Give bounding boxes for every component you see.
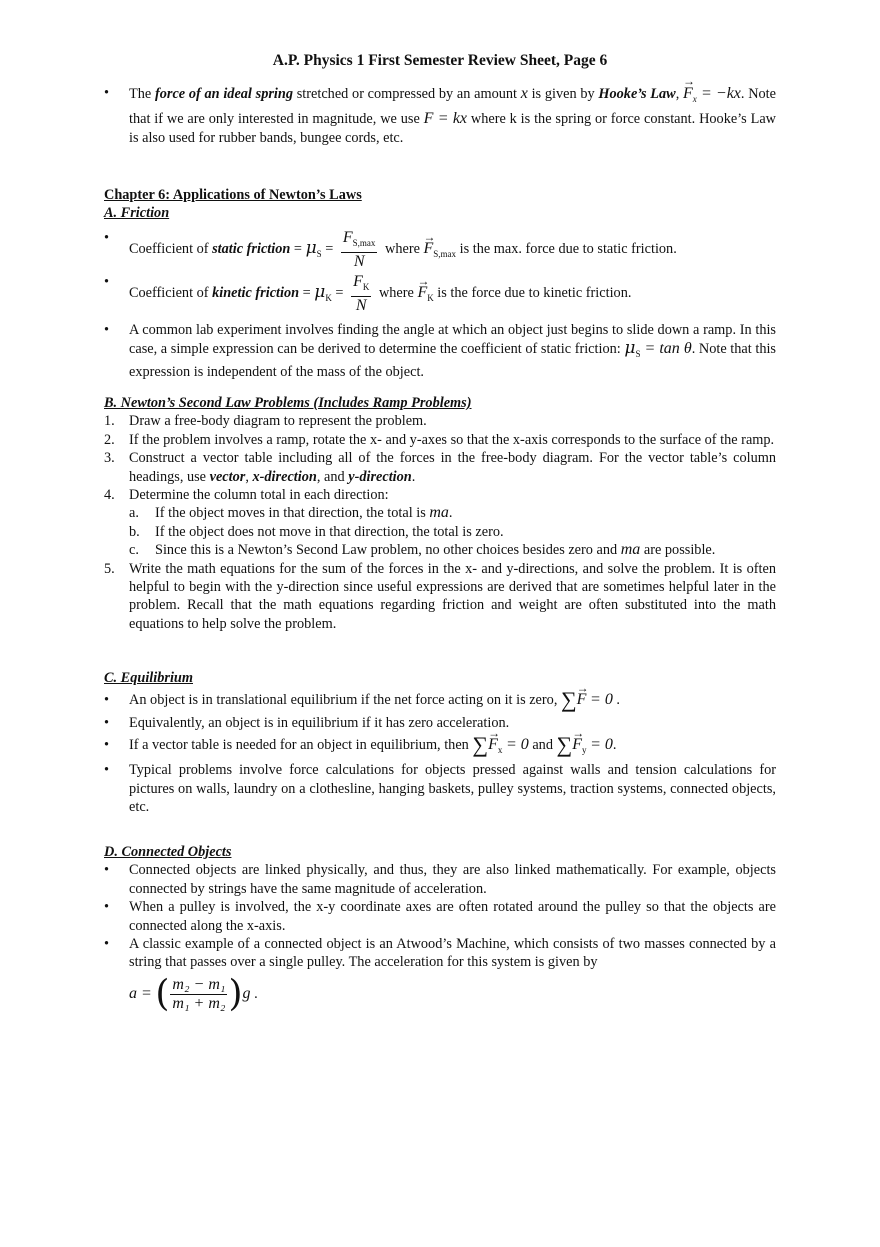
text: = [299,284,315,301]
math-ma: ma [429,504,449,522]
text: is given by [527,86,599,102]
connected-bullet-1 [104,861,776,898]
step-4a: a. If the object moves in that direction, the total is ma. [129,504,453,522]
hookes-law-equation [683,85,741,105]
equilibrium-bullet-2 [104,714,776,732]
math-numerator: F [353,272,363,290]
static-friction-bullet: • Coefficient of static friction = $\mu_S$ = $\frac{F_{S,max}}{N}$ where → $F_{S,max}$ is the max. force due to static friction. [104,229,776,271]
text: Write the math equations for the sum of the forces in the x- and y-directions, and solve the problem. It is often helpful to begin with the y-direction since useful expressions are derived that are sometimes helpful later in the problem. Recall that the math equations regarding friction and weight are often substituted into the math equations to help solve the problem. [129,560,776,632]
equilibrium-bullet-4 [104,761,776,816]
text: When a pulley is involved, the x-y coordinate axes are often rotated around the pulley so that the objects are connected along the x-axis. [129,899,776,934]
text: If the object moves in that direction, the total is [155,505,430,522]
term-kinetic-friction: kinetic friction [212,284,300,301]
math-denominator: N [355,296,367,314]
section-d [104,843,776,1013]
math-mu: μ [314,281,326,302]
text: Draw a free-body diagram to represent the problem. [129,413,427,430]
math-numerator: m₂ − m₁ [172,975,226,993]
text: . Note that this expression is independent of the mass of the object. [129,340,776,381]
text: Typical problems involve force calculations for objects pressed against walls and tension calculations for pictures on walls, laundry on a clothesline, hanging baskets, pulley systems, traction systems, connected objects, etc. [129,762,776,816]
page-title: A.P. Physics 1 First Semester Review Sheet, Page 6 [272,52,608,69]
text: If a vector table is needed for an object in equilibrium, then [129,737,473,754]
math-sub: K [427,292,434,303]
text: . [448,505,453,522]
text: Coefficient of [129,284,213,301]
math-mu: μ [305,238,317,259]
section-a-heading: A. Friction [104,205,170,222]
term-y-direction: y-direction [348,468,412,485]
math-f-vector: → F [572,736,582,754]
text: Coefficient of [129,241,213,258]
math-eq-zero: = 0 [590,691,613,709]
math-sub: x [692,94,697,105]
term-static-friction: static friction [212,241,291,258]
text: Since this is a Newton’s Second Law problem, no other choices besides zero and [155,542,621,559]
math-mu: μ [624,337,636,358]
text: and [528,737,557,754]
section-c [104,669,776,819]
math-eq-zero: = 0 [505,736,529,754]
connected-bullet-3 [104,935,776,972]
text: An object is in translational equilibrium if the net force acting on it is zero, [129,692,561,709]
sigma-symbol: ∑ [560,687,577,713]
hookes-law-section [104,84,776,150]
step-3: 3. Construct a vector table including all of the forces in the free-body diagram. For the vector table’s column headings, use vector, x-direction, and y-direction. [104,450,776,485]
math-denominator: m₁ + m₂ [172,994,226,1012]
text: If the object does not move in that direction, the total is zero. [155,523,504,540]
section-d-heading: D. Connected Objects [104,844,232,860]
math-f-kx: F = kx [423,110,468,128]
text: = [290,241,306,258]
atwood-equation: a = ( $\frac{\text{m₂ − m₁}}{\text{m₁ + m₂}}$ )g . [129,973,258,1015]
text: are possible. [640,542,716,559]
math-f-vector: → F [417,284,427,302]
step-2: 2. If the problem involves a ramp, rotate the x- and y-axes so that the x-axis corresponds to the surface of the ramp. [104,431,775,448]
text: . Note that if we are only interested in magnitude, we use [129,86,776,128]
text: Equivalently, an object is in equilibrium if it has zero acceleration. [129,714,510,731]
fraction-static [341,229,378,271]
text: A classic example of a connected object is an Atwood’s Machine, which consists of two masses connected by a string that passes over a single pulley. The acceleration for this system is given by [129,936,776,971]
text: , [675,86,680,102]
sigma-symbol: ∑ [556,732,573,758]
math-tan-theta: = tan θ [640,339,692,357]
math-sub: K [325,292,332,303]
equilibrium-bullet-3: • If a vector table is needed for an object in equilibrium, then ∑→ $F_x = 0$ and ∑→ $F_y = 0$. [104,736,776,759]
math-a: a = [129,984,152,1002]
term-hookes-law: Hooke’s Law [598,86,676,102]
hookes-law-bullet [104,84,776,148]
text: The [129,86,155,102]
math-f-vector: → F [683,84,693,103]
math-f-vector: → F [488,736,498,754]
section-b [104,394,776,633]
math-sub: S [316,248,322,259]
text: stretched or compressed by an amount [292,86,521,102]
step-4b: b. If the object does not move in that direction, the total is zero. [129,523,504,540]
section-c-heading: C. Equilibrium [104,670,193,686]
sigma-symbol: ∑ [472,732,489,758]
step-4: 4. Determine the column total in each direction: [104,487,389,504]
step-4c: c. Since this is a Newton’s Second Law problem, no other choices besides zero and ma are possible. [129,541,716,559]
fraction-kinetic [351,273,371,315]
text: Construct a vector table including all of the forces in the free-body diagram. For the vector table’s column headings, use [129,450,776,485]
connected-bullet-2 [104,898,776,935]
text: where [385,241,424,258]
text: where k is the spring or force constant. Hooke’s Law is also used for rubber bands, bungee cords, etc. [129,111,776,147]
chapter-heading: Chapter 6: Applications of Newton’s Laws [104,187,362,203]
text: is the max. force due to static friction. [456,241,677,258]
lab-experiment-bullet [104,321,776,382]
text: A common lab experiment involves finding the angle at which an object just begins to slide down a ramp. In this case, a simple expression can be derived to determine the coefficient of static friction: [129,321,776,357]
math-eq-zero: = 0 [590,736,613,754]
math-numerator: F [342,228,353,246]
term-vector: vector [209,468,246,485]
math-sub: S [635,348,641,359]
math-g: g [242,984,251,1002]
math-f-vector: → F [424,240,434,258]
equilibrium-bullet-1: • An object is in translational equilibrium if the net force acting on it is zero, ∑→ F = 0 . [104,691,776,709]
math-x: x [520,85,528,102]
text: , and [316,468,349,485]
section-b-heading: B. Newton’s Second Law Problems (Includes Ramp Problems) [104,395,472,411]
step-1: 1. Draw a free-body diagram to represent the problem. [104,413,427,430]
text: . [411,468,416,485]
math-rhs: = −kx [696,85,741,102]
math-sub: S,max [433,248,457,259]
term-x-direction: x-direction [252,468,317,485]
math-sub: K [362,281,370,292]
chapter-6-section [104,186,776,384]
fraction-atwood [170,976,227,1013]
text: Determine the column total in each direction: [129,487,389,504]
math-f-vector: → F [577,691,587,709]
math-ma: ma [620,541,641,559]
text: where [378,284,418,301]
kinetic-friction-bullet: • Coefficient of kinetic friction = $\mu_K$ = $\frac{F_K}{N}$ where → $F_K$ is the force due to kinetic friction. [104,273,776,315]
text: Connected objects are linked physically, and thus, they are also linked mathematically. For example, objects connected by strings have the same magnitude of acceleration. [129,862,776,897]
text: If the problem involves a ramp, rotate the x- and y-axes so that the x-axis corresponds to the surface of the ramp. [129,431,775,448]
term-spring-force: force of an ideal spring [154,86,293,102]
step-5: 5. Write the math equations for the sum of the forces in the x- and y-directions, and solve the problem. It is often helpful to begin with the y-direction since useful expressions are derived that are sometimes helpful later in the problem. Recall that the math equations regarding friction and weight are often substituted into the math equations to help solve the problem. [104,560,776,632]
math-sub: S,max [352,237,376,248]
text: , [245,468,253,485]
text: is the force due to kinetic friction. [433,284,632,301]
math-denominator: N [353,252,365,270]
